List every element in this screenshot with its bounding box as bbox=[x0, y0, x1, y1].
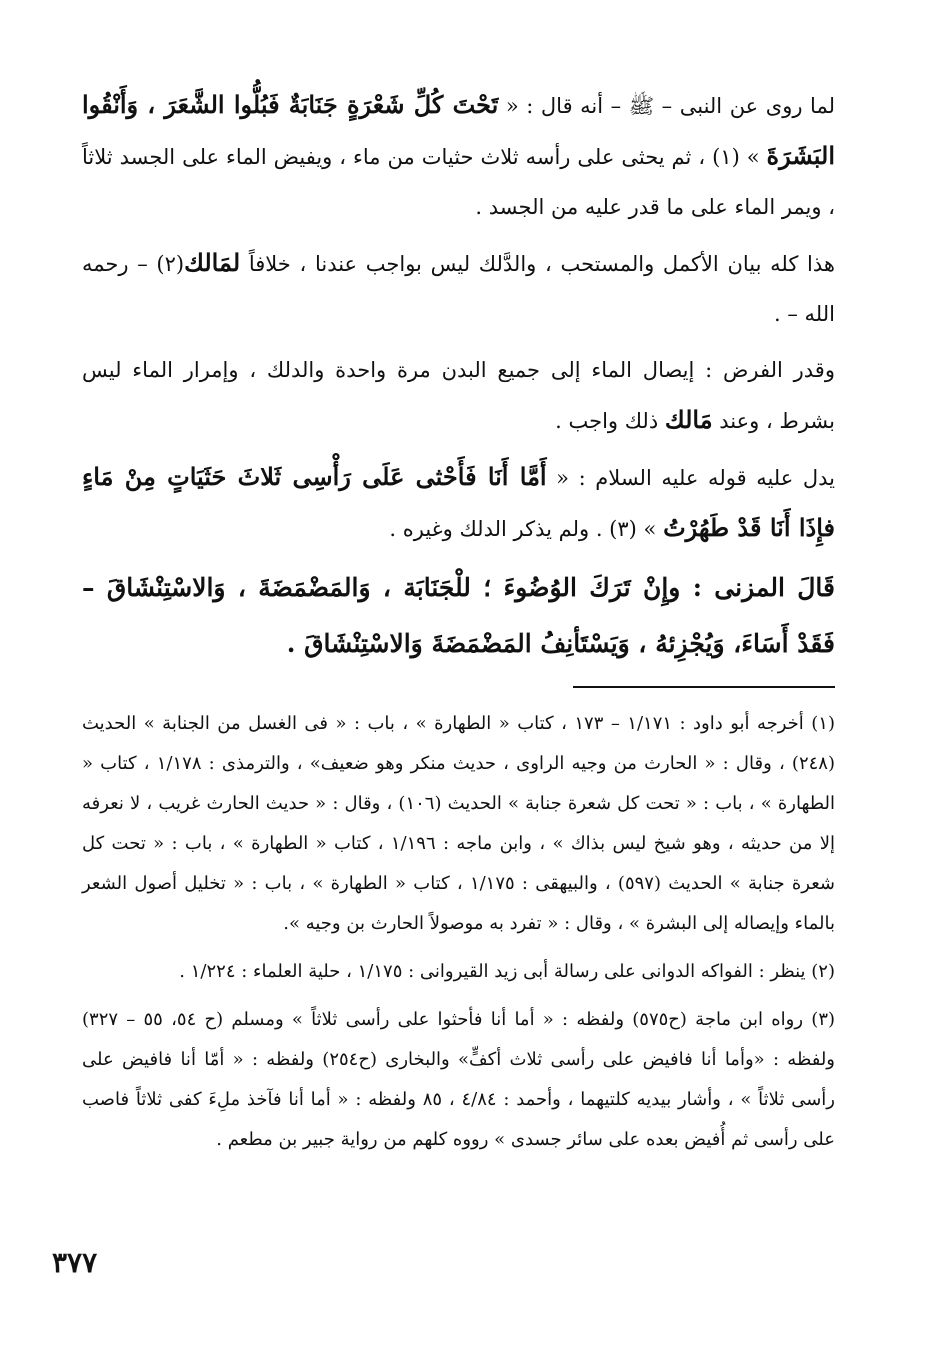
footnotes bbox=[82, 704, 835, 1160]
paragraph-obligation bbox=[82, 345, 835, 446]
name-malik: مَالك bbox=[664, 405, 713, 434]
hadith-quote: أَمَّا أَنَا فَأَحْثى عَلَى رَأْسِى ثَلاثَ حَثَيَاتٍ مِنْ مَاءٍ فإِذَا أَنَا قَدْ طَهُرْتُ bbox=[82, 462, 835, 542]
footnote-1: (١) أخرجه أبو داود : ١/١٧١ – ١٧٣ ، كتاب « الطهارة » ، باب : « فى الغسل من الجنابة » الحديث (٢٤٨) ، وقال : « الحارث من وجيه الراوى ، حديث منكر وهو ضعيف» ، والترمذى : ١/١٧٨ ، كتاب « الطهارة » ، باب : « تحت كل شعرة جنابة » الحديث (١٠٦) ، وقال : « حديث الحارث غريب ، لا نعرفه إلا من حديثه ، وهو شيخ ليس بذاك » ، وابن ماجه : ١/١٩٦ ، كتاب « الطهارة » ، باب : « تحت كل شعرة جنابة » الحديث (٥٩٧) ، والبيهقى : ١/١٧٥ ، كتاب « الطهارة » ، باب : « تخليل أصول الشعر بالماء وإيصاله إلى البشرة » ، وقال : « تفرد به موصولاً الحارث بن وجيه ». bbox=[82, 713, 835, 934]
footnote-2: (٢) ينظر : الفواكه الدوانى على رسالة أبى زيد القيروانى : ١/١٧٥ ، حلية العلماء : ١/٢٢٤ . bbox=[179, 961, 835, 982]
text-segment: ذلك واجب . bbox=[555, 409, 665, 433]
paragraph-hadith-ghusl bbox=[82, 80, 835, 232]
hadith-quote: تَحْتَ كُلِّ شَعْرَةٍ جَنَابَةٌ فَبُلُّوا الشَّعَرَ ، وَأَنْقُوا البَشَرَةَ bbox=[82, 90, 835, 170]
text-segment: يدل عليه قوله عليه السلام : « bbox=[546, 466, 835, 490]
name-malik: لمَالك bbox=[184, 248, 241, 277]
footnote-3: (٣) رواه ابن ماجة (ح٥٧٥) ولفظه : « أما أنا فأحثوا على رأسى ثلاثاً » ومسلم (ح ٥٤، ٥٥ – ٣٢٧) ولفظه : «وأما أنا فافيض على رأسى ثلاث أكفٍّ» والبخارى (ح٢٥٤) ولفظه : « أمّا أنا فافيض على رأسى ثلاثاً » ، وأشار بيديه كلتيهما ، وأحمد : ٤/٨٤ ، ٨٥ ولفظه : « أما أنا فآخذ ملِءَ كفى ثلاثاً فاصب على رأسى ثم أُفيض بعده على سائر جسدى » رووه كلهم من رواية جبير بن مطعم . bbox=[82, 1009, 836, 1150]
text-segment: وقدر الفرض : إيصال الماء إلى جميع البدن مرة واحدة والدلك ، وإمرار الماء ليس بشرط ، وعند bbox=[82, 358, 835, 433]
muzani-quote: قَالَ المزنى : وإِنْ تَرَكَ الوُضُوءَ ؛ للْجَنَابَة ، وَالمَضْمَضَةَ ، وَالاسْتِنْشَاقَ – فَقَدْ أَسَاءَ، وَيُجْزِئهُ ، وَيَسْتَأنِفُ المَضْمَضَةَ وَالاسْتِنْشَاقَ . bbox=[82, 573, 835, 658]
text-segment: » (١) ، ثم يحثى على رأسه ثلاث حثيات من ماء ، ويفيض الماء على الجسد ثلاثاً ، ويمر الماء على ما قدر عليه من الجسد . bbox=[82, 145, 835, 219]
text-segment: هذا كله بيان الأكمل والمستحب ، والدَّلك ليس بواجب عندنا ، خلافاً bbox=[240, 252, 835, 276]
text-segment: » (٣) . ولم يذكر الدلك وغيره . bbox=[389, 517, 664, 541]
main-text bbox=[82, 80, 835, 672]
footnote-divider bbox=[573, 686, 835, 688]
page-number: ٣٧٧ bbox=[52, 1246, 98, 1279]
paragraph-recommended bbox=[82, 238, 835, 339]
paragraph-evidence bbox=[82, 452, 835, 554]
text-segment: (٢) – رحمه الله – . bbox=[82, 252, 835, 326]
text-segment: لما روى عن النبى – ﷺ – أنه قال : « bbox=[498, 94, 835, 118]
